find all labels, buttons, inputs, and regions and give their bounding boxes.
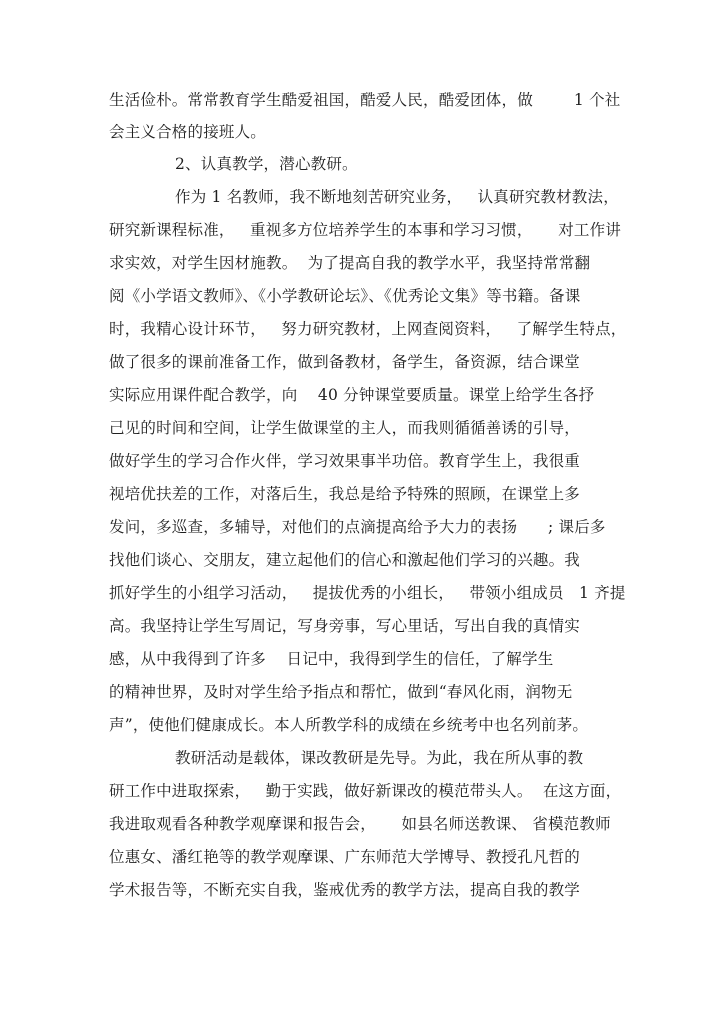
text-line: 的精神世界，及时对学生给予指点和帮忙，做到“春风化雨，润物无 xyxy=(109,683,573,701)
text-line: 我进取观看各种教学观摩课和报告会， 如县名师送教课、 省模范教师 xyxy=(109,815,611,833)
text-line: 高。我坚持让学生写周记，写身旁事，写心里话，写出自我的真情实 xyxy=(109,617,581,635)
text-line: 己见的时间和空间，让学生做课堂的主人，而我则循循善诱的引导， xyxy=(109,419,581,437)
text-line: 会主义合格的接班人。 xyxy=(109,123,267,141)
text-line: 时，我精心设计环节， 努力研究教材，上网查阅资料， 了解学生特点， xyxy=(109,320,627,338)
text-line: 阅《小学语文教师》、《小学教研论坛》、《优秀论文集》等书籍。备课 xyxy=(109,287,581,305)
text-line: 生活俭朴。常常教育学生酷爱祖国，酷爱人民，酷爱团体，做 1 个社 xyxy=(109,91,621,109)
text-line: 位惠女、潘红艳等的教学观摩课、广东师范大学博导、教授孔凡哲的 xyxy=(109,848,581,866)
section-heading: 2、认真教学，潜心教研。 xyxy=(175,155,358,173)
text-line: 研究新课程标准， 重视多方位培养学生的本事和学习习惯， 对工作讲 xyxy=(109,221,622,239)
text-line: 做好学生的学习合作火伴，学习效果事半功倍。教育学生上，我很重 xyxy=(109,452,581,470)
text-line: 抓好学生的小组学习活动， 提拔优秀的小组长， 带领小组成员 1 齐提 xyxy=(109,584,626,602)
text-line: 求实效，对学生因材施教。 为了提高自我的教学水平，我坚持常常翻 xyxy=(109,254,591,272)
paragraph-start: 教研活动是载体，课改教研是先导。为此，我在所从事的教 xyxy=(175,749,584,767)
text-line: 作为 1 名教师，我不断地刻苦研究业务， 认真研究教材教法， xyxy=(175,188,619,206)
text-line: 找他们谈心、交朋友，建立起他们的信心和激起他们学习的兴趣。我 xyxy=(109,551,581,569)
text-line: 实际应用课件配合教学，向 40 分钟课堂要质量。课堂上给学生各抒 xyxy=(109,386,595,404)
text-line: 视培优扶差的工作，对落后生，我总是给予特殊的照顾，在课堂上多 xyxy=(109,485,581,503)
text-line: 声”，使他们健康成长。本人所教学科的成绩在乡统考中也名列前茅。 xyxy=(109,716,589,734)
text-line: 感，从中我得到了许多 日记中，我得到学生的信任，了解学生 xyxy=(109,650,554,668)
text-line: 研工作中进取探索， 勤于实践，做好新课改的模范带头人。 在这方面， xyxy=(109,782,622,800)
text-line: 发问，多巡查，多辅导，对他们的点滴提高给予大力的表扬 ; 课后多 xyxy=(109,518,606,536)
text-line: 做了很多的课前准备工作，做到备教材，备学生，备资源，结合课堂 xyxy=(109,353,581,371)
text-line: 学术报告等，不断充实自我，鉴戒优秀的教学方法，提高自我的教学 xyxy=(109,881,581,899)
